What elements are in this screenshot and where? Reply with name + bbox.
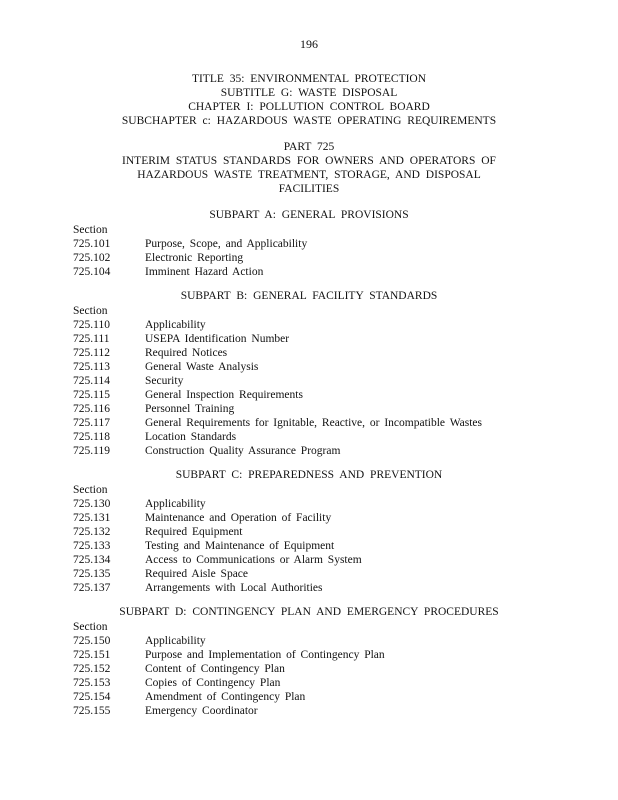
section-number: 725.155: [73, 705, 111, 717]
subtitle-line: SUBTITLE G: WASTE DISPOSAL: [220, 87, 398, 99]
part-number: PART 725: [283, 141, 335, 153]
section-number: 725.153: [73, 677, 111, 689]
section-title: Imminent Hazard Action: [145, 266, 264, 278]
toc-entry: [73, 567, 543, 581]
toc-entry: [73, 265, 543, 279]
toc-entry: [73, 690, 543, 704]
section-title: Personnel Training: [145, 403, 235, 415]
toc-entry: [73, 402, 543, 416]
section-number: 725.134: [73, 554, 111, 566]
section-title: Required Notices: [145, 347, 228, 359]
toc-entry: [73, 237, 543, 251]
section-title: Applicability: [145, 635, 206, 647]
subpart-title: SUBPART C: PREPAREDNESS AND PREVENTION: [175, 469, 443, 481]
toc-entry: [73, 581, 543, 595]
section-title: Amendment of Contingency Plan: [145, 691, 306, 703]
document-header: [0, 72, 618, 128]
toc-entry: [73, 662, 543, 676]
section-title: General Requirements for Ignitable, Reactive, or Incompatible Wastes: [145, 417, 482, 429]
section-label: Section: [73, 224, 108, 236]
section-title: Emergency Coordinator: [145, 705, 258, 717]
toc-entry: [73, 497, 543, 511]
section-number: 725.112: [73, 347, 110, 359]
section-title: Testing and Maintenance of Equipment: [145, 540, 335, 552]
part-name-line-2: HAZARDOUS WASTE TREATMENT, STORAGE, AND DISPOSAL: [137, 169, 481, 181]
section-title: Applicability: [145, 498, 206, 510]
toc-entry: [73, 430, 543, 444]
chapter-line: CHAPTER I: POLLUTION CONTROL BOARD: [188, 101, 430, 113]
subpart-title: SUBPART D: CONTINGENCY PLAN AND EMERGENCY PROCEDURES: [119, 606, 499, 618]
toc-entry: [73, 374, 543, 388]
section-number: 725.111: [73, 333, 110, 345]
section-number: 725.116: [73, 403, 110, 415]
section-title: Location Standards: [145, 431, 237, 443]
section-title: USEPA Identification Number: [145, 333, 290, 345]
section-number: 725.154: [73, 691, 111, 703]
section-title: Applicability: [145, 319, 206, 331]
toc-entry: [73, 553, 543, 567]
section-label: Section: [73, 305, 108, 317]
section-number: 725.117: [73, 417, 110, 429]
subpart-a: [73, 208, 543, 279]
section-number: 725.151: [73, 649, 111, 661]
section-number: 725.132: [73, 526, 111, 538]
toc-entry: [73, 332, 543, 346]
section-title: Purpose, Scope, and Applicability: [145, 238, 308, 250]
section-title: Electronic Reporting: [145, 252, 244, 264]
section-title: Purpose and Implementation of Contingency Plan: [145, 649, 385, 661]
part-heading: [0, 140, 618, 196]
section-number: 725.130: [73, 498, 111, 510]
section-title: General Inspection Requirements: [145, 389, 303, 401]
part-name-line-3: FACILITIES: [278, 183, 340, 195]
part-name-line-1: INTERIM STATUS STANDARDS FOR OWNERS AND OPERATORS OF: [122, 155, 496, 167]
section-title: Construction Quality Assurance Program: [145, 445, 341, 457]
toc-entry: [73, 416, 543, 430]
toc-entry: [73, 346, 543, 360]
title-line: TITLE 35: ENVIRONMENTAL PROTECTION: [191, 73, 427, 85]
section-number: 725.102: [73, 252, 111, 264]
toc-entry: [73, 251, 543, 265]
subpart-b: [73, 289, 543, 458]
section-number: 725.104: [73, 266, 111, 278]
subpart-title: SUBPART A: GENERAL PROVISIONS: [209, 209, 409, 221]
toc-entry: [73, 634, 543, 648]
section-number: 725.152: [73, 663, 111, 675]
section-number: 725.131: [73, 512, 111, 524]
toc-entry: [73, 525, 543, 539]
section-title: Maintenance and Operation of Facility: [145, 512, 332, 524]
section-number: 725.114: [73, 375, 110, 387]
page-number: 196: [300, 37, 318, 51]
toc-entry: [73, 360, 543, 374]
section-title: Copies of Contingency Plan: [145, 677, 281, 689]
section-title: Required Aisle Space: [145, 568, 249, 580]
toc-entry: [73, 648, 543, 662]
section-number: 725.135: [73, 568, 111, 580]
section-number: 725.110: [73, 319, 110, 331]
section-title: Content of Contingency Plan: [145, 663, 285, 675]
section-title: Access to Communications or Alarm System: [145, 554, 362, 566]
subchapter-line: SUBCHAPTER c: HAZARDOUS WASTE OPERATING REQUIREMENTS: [121, 115, 497, 127]
section-number: 725.150: [73, 635, 111, 647]
subpart-c: [73, 468, 543, 595]
section-title: Required Equipment: [145, 526, 243, 538]
toc-entry: [73, 511, 543, 525]
section-number: 725.118: [73, 431, 110, 443]
section-number: 725.115: [73, 389, 110, 401]
section-number: 725.113: [73, 361, 110, 373]
section-number: 725.119: [73, 445, 110, 457]
section-number: 725.137: [73, 582, 111, 594]
toc-entry: [73, 704, 543, 718]
subpart-title: SUBPART B: GENERAL FACILITY STANDARDS: [180, 290, 438, 302]
section-title: Security: [145, 375, 184, 387]
section-number: 725.133: [73, 540, 111, 552]
section-title: Arrangements with Local Authorities: [145, 582, 323, 594]
section-label: Section: [73, 621, 108, 633]
section-label: Section: [73, 484, 108, 496]
toc-entry: [73, 444, 543, 458]
section-number: 725.101: [73, 238, 111, 250]
toc-entry: [73, 388, 543, 402]
toc-entry: [73, 318, 543, 332]
section-title: General Waste Analysis: [145, 361, 259, 373]
toc-entry: [73, 539, 543, 553]
toc-entry: [73, 676, 543, 690]
subpart-d: [73, 605, 543, 718]
